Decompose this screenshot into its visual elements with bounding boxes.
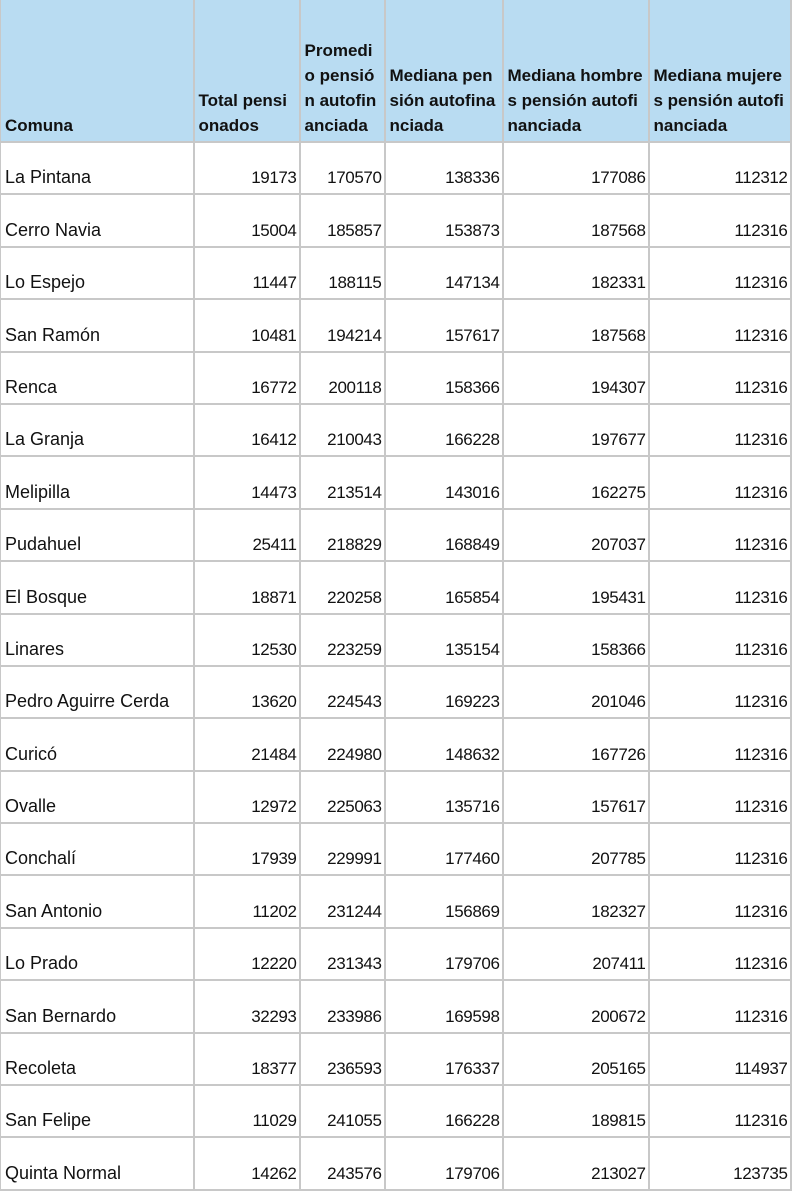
cell-comuna[interactable]: San Bernardo: [1, 980, 194, 1032]
cell-comuna[interactable]: Conchalí: [1, 823, 194, 875]
cell-promedio-pension[interactable]: 236593: [300, 1033, 385, 1085]
cell-comuna[interactable]: Pudahuel: [1, 509, 194, 561]
table-row: [1, 456, 791, 508]
cell-mediana-pension[interactable]: 156869: [385, 875, 503, 927]
cell-total-pensionados[interactable]: 14262: [194, 1137, 300, 1189]
cell-comuna[interactable]: Melipilla: [1, 456, 194, 508]
cell-promedio-pension[interactable]: 223259: [300, 614, 385, 666]
cell-mediana-mujeres[interactable]: 112316: [649, 980, 791, 1032]
cell-total-pensionados[interactable]: 14473: [194, 456, 300, 508]
cell-mediana-mujeres[interactable]: 112316: [649, 823, 791, 875]
cell-total-pensionados[interactable]: 18377: [194, 1033, 300, 1085]
cell-comuna[interactable]: Cerro Navia: [1, 194, 194, 246]
table-row: [1, 352, 791, 404]
cell-mediana-mujeres[interactable]: 112316: [649, 247, 791, 299]
cell-mediana-pension[interactable]: 135716: [385, 771, 503, 823]
cell-mediana-hombres[interactable]: 205165: [503, 1033, 649, 1085]
table-row: [1, 1085, 791, 1137]
table-row: [1, 1137, 791, 1189]
cell-mediana-pension[interactable]: 165854: [385, 561, 503, 613]
cell-mediana-pension[interactable]: 147134: [385, 247, 503, 299]
cell-mediana-hombres[interactable]: 187568: [503, 194, 649, 246]
cell-total-pensionados[interactable]: 12530: [194, 614, 300, 666]
cell-mediana-pension[interactable]: 138336: [385, 142, 503, 194]
cell-comuna[interactable]: San Antonio: [1, 875, 194, 927]
cell-mediana-pension[interactable]: 177460: [385, 823, 503, 875]
cell-promedio-pension[interactable]: 170570: [300, 142, 385, 194]
header-mediana-pension[interactable]: Mediana pensión autofinanciada: [385, 0, 503, 142]
cell-promedio-pension[interactable]: 218829: [300, 509, 385, 561]
table-row: [1, 561, 791, 613]
cell-mediana-mujeres[interactable]: 112316: [649, 771, 791, 823]
cell-total-pensionados[interactable]: 10481: [194, 299, 300, 351]
cell-mediana-hombres[interactable]: 158366: [503, 614, 649, 666]
cell-mediana-pension[interactable]: 179706: [385, 928, 503, 980]
table-row: [1, 823, 791, 875]
cell-mediana-hombres[interactable]: 194307: [503, 352, 649, 404]
cell-mediana-pension[interactable]: 166228: [385, 404, 503, 456]
cell-promedio-pension[interactable]: 194214: [300, 299, 385, 351]
cell-mediana-hombres[interactable]: 200672: [503, 980, 649, 1032]
cell-mediana-pension[interactable]: 176337: [385, 1033, 503, 1085]
cell-mediana-hombres[interactable]: 207037: [503, 509, 649, 561]
cell-promedio-pension[interactable]: 231343: [300, 928, 385, 980]
cell-total-pensionados[interactable]: 16772: [194, 352, 300, 404]
table-row: [1, 771, 791, 823]
cell-promedio-pension[interactable]: 224980: [300, 718, 385, 770]
table-row: [1, 1033, 791, 1085]
cell-mediana-pension[interactable]: 158366: [385, 352, 503, 404]
cell-mediana-mujeres[interactable]: 114937: [649, 1033, 791, 1085]
cell-total-pensionados[interactable]: 11447: [194, 247, 300, 299]
table-body: [1, 142, 791, 1190]
cell-promedio-pension[interactable]: 185857: [300, 194, 385, 246]
cell-comuna[interactable]: Renca: [1, 352, 194, 404]
cell-mediana-hombres[interactable]: 167726: [503, 718, 649, 770]
cell-total-pensionados[interactable]: 12220: [194, 928, 300, 980]
cell-total-pensionados[interactable]: 12972: [194, 771, 300, 823]
cell-mediana-pension[interactable]: 169223: [385, 666, 503, 718]
cell-total-pensionados[interactable]: 32293: [194, 980, 300, 1032]
cell-promedio-pension[interactable]: 188115: [300, 247, 385, 299]
cell-mediana-hombres[interactable]: 182327: [503, 875, 649, 927]
cell-mediana-pension[interactable]: 148632: [385, 718, 503, 770]
table-row: [1, 718, 791, 770]
cell-mediana-mujeres[interactable]: 112316: [649, 194, 791, 246]
cell-mediana-hombres[interactable]: 207785: [503, 823, 649, 875]
cell-promedio-pension[interactable]: 210043: [300, 404, 385, 456]
table-row: [1, 509, 791, 561]
cell-mediana-hombres[interactable]: 157617: [503, 771, 649, 823]
table-row: [1, 928, 791, 980]
cell-promedio-pension[interactable]: 200118: [300, 352, 385, 404]
cell-mediana-mujeres[interactable]: 123735: [649, 1137, 791, 1189]
cell-mediana-hombres[interactable]: 187568: [503, 299, 649, 351]
cell-comuna[interactable]: La Pintana: [1, 142, 194, 194]
cell-comuna[interactable]: Linares: [1, 614, 194, 666]
cell-comuna[interactable]: San Felipe: [1, 1085, 194, 1137]
cell-comuna[interactable]: Recoleta: [1, 1033, 194, 1085]
cell-total-pensionados[interactable]: 21484: [194, 718, 300, 770]
cell-mediana-mujeres[interactable]: 112316: [649, 352, 791, 404]
header-row: [1, 0, 791, 142]
table-row: [1, 247, 791, 299]
cell-mediana-mujeres[interactable]: 112316: [649, 875, 791, 927]
cell-mediana-pension[interactable]: 179706: [385, 1137, 503, 1189]
cell-mediana-hombres[interactable]: 162275: [503, 456, 649, 508]
table-row: [1, 299, 791, 351]
cell-mediana-pension[interactable]: 169598: [385, 980, 503, 1032]
cell-promedio-pension[interactable]: 224543: [300, 666, 385, 718]
cell-mediana-hombres[interactable]: 213027: [503, 1137, 649, 1189]
table-row: [1, 404, 791, 456]
cell-promedio-pension[interactable]: 213514: [300, 456, 385, 508]
cell-mediana-mujeres[interactable]: 112316: [649, 718, 791, 770]
cell-mediana-pension[interactable]: 143016: [385, 456, 503, 508]
cell-mediana-hombres[interactable]: 195431: [503, 561, 649, 613]
table-row: [1, 194, 791, 246]
header-mediana-hombres[interactable]: Mediana hombres pensión autofinanciada: [503, 0, 649, 142]
table-row: [1, 980, 791, 1032]
cell-mediana-hombres[interactable]: 197677: [503, 404, 649, 456]
cell-promedio-pension[interactable]: 220258: [300, 561, 385, 613]
cell-promedio-pension[interactable]: 233986: [300, 980, 385, 1032]
cell-total-pensionados[interactable]: 19173: [194, 142, 300, 194]
cell-comuna[interactable]: La Granja: [1, 404, 194, 456]
cell-total-pensionados[interactable]: 11202: [194, 875, 300, 927]
cell-mediana-hombres[interactable]: 177086: [503, 142, 649, 194]
cell-comuna[interactable]: El Bosque: [1, 561, 194, 613]
cell-mediana-mujeres[interactable]: 112316: [649, 561, 791, 613]
cell-comuna[interactable]: Curicó: [1, 718, 194, 770]
cell-comuna[interactable]: Lo Espejo: [1, 247, 194, 299]
cell-mediana-hombres[interactable]: 201046: [503, 666, 649, 718]
cell-mediana-pension[interactable]: 153873: [385, 194, 503, 246]
header-promedio-pension[interactable]: Promedio pensión autofinanciada: [300, 0, 385, 142]
header-mediana-mujeres[interactable]: Mediana mujeres pensión autofinanciada: [649, 0, 791, 142]
table-row: [1, 875, 791, 927]
cell-mediana-mujeres[interactable]: 112316: [649, 666, 791, 718]
cell-total-pensionados[interactable]: 11029: [194, 1085, 300, 1137]
cell-promedio-pension[interactable]: 225063: [300, 771, 385, 823]
table-row: [1, 614, 791, 666]
table-row: [1, 142, 791, 194]
cell-promedio-pension[interactable]: 231244: [300, 875, 385, 927]
cell-mediana-mujeres[interactable]: 112316: [649, 928, 791, 980]
cell-total-pensionados[interactable]: 15004: [194, 194, 300, 246]
cell-mediana-pension[interactable]: 166228: [385, 1085, 503, 1137]
cell-promedio-pension[interactable]: 241055: [300, 1085, 385, 1137]
cell-mediana-mujeres[interactable]: 112316: [649, 614, 791, 666]
cell-mediana-mujeres[interactable]: 112316: [649, 299, 791, 351]
cell-promedio-pension[interactable]: 229991: [300, 823, 385, 875]
cell-mediana-mujeres[interactable]: 112316: [649, 404, 791, 456]
cell-mediana-mujeres[interactable]: 112316: [649, 1085, 791, 1137]
cell-comuna[interactable]: Quinta Normal: [1, 1137, 194, 1189]
cell-mediana-pension[interactable]: 157617: [385, 299, 503, 351]
header-comuna[interactable]: Comuna: [1, 0, 194, 142]
cell-mediana-hombres[interactable]: 207411: [503, 928, 649, 980]
header-total-pensionados[interactable]: Total pensionados: [194, 0, 300, 142]
cell-total-pensionados[interactable]: 16412: [194, 404, 300, 456]
cell-mediana-pension[interactable]: 135154: [385, 614, 503, 666]
cell-total-pensionados[interactable]: 13620: [194, 666, 300, 718]
cell-total-pensionados[interactable]: 18871: [194, 561, 300, 613]
cell-mediana-mujeres[interactable]: 112312: [649, 142, 791, 194]
cell-mediana-hombres[interactable]: 182331: [503, 247, 649, 299]
cell-mediana-pension[interactable]: 168849: [385, 509, 503, 561]
cell-comuna[interactable]: Pedro Aguirre Cerda: [1, 666, 194, 718]
cell-total-pensionados[interactable]: 17939: [194, 823, 300, 875]
cell-comuna[interactable]: San Ramón: [1, 299, 194, 351]
cell-comuna[interactable]: Ovalle: [1, 771, 194, 823]
cell-mediana-hombres[interactable]: 189815: [503, 1085, 649, 1137]
table-row: [1, 666, 791, 718]
cell-promedio-pension[interactable]: 243576: [300, 1137, 385, 1189]
cell-mediana-mujeres[interactable]: 112316: [649, 509, 791, 561]
cell-total-pensionados[interactable]: 25411: [194, 509, 300, 561]
cell-mediana-mujeres[interactable]: 112316: [649, 456, 791, 508]
cell-comuna[interactable]: Lo Prado: [1, 928, 194, 980]
